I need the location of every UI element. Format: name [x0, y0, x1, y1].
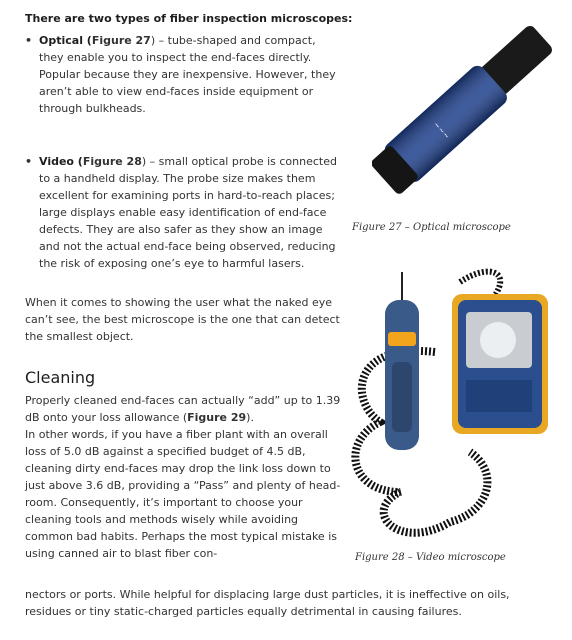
cleaning-paragraph-continued: nectors or ports. While helpful for displacing large dust particles, it is ineffective on oils, residues or tiny static-charged particles equally detrimental in causing failures.	[25, 588, 510, 618]
cleaning-paragraph	[25, 392, 345, 562]
bullet-dot: •	[25, 34, 33, 47]
video-figure-ref: Figure 28	[82, 155, 142, 168]
cleaning-text-1-end: ).	[246, 411, 254, 424]
intro-heading: There are two types of fiber inspection microscopes:	[25, 12, 353, 25]
figure-28-caption: Figure 28 – Video microscope	[355, 552, 506, 563]
bullet-dot: •	[25, 155, 33, 168]
figure-27-caption: Figure 27 – Optical microscope	[352, 222, 511, 233]
cleaning-heading: Cleaning	[25, 368, 96, 387]
video-microscope-image	[340, 262, 560, 542]
optical-description: ) – tube-shaped and compact, they enable you to inspect the end-faces directly. Popular because they are inexpensive. However, they aren’t able to view end-faces inside equipment or through bulkheads.	[39, 34, 336, 115]
bullet-video	[25, 153, 340, 272]
cleaning-text-1: Properly cleaned end-faces can actually “add” up to 1.39 dB onto your loss allowance (	[25, 394, 341, 424]
optical-figure-ref: Figure 27	[91, 34, 151, 47]
video-description: ) – small optical probe is connected to a handheld display. The probe size makes them excellent for examining ports in hard-to-reach places; large displays enable easy identification of end-face defects. They are also safer as they show an image and not the actual end-face being observed, reducing the risk of exposing one’s eye to harmful lasers.	[39, 155, 337, 270]
cleaning-figure-ref: Figure 29	[187, 411, 247, 424]
optical-microscope-logo: ~~~	[431, 119, 452, 141]
video-term: Video (	[39, 155, 83, 168]
bullet-optical	[25, 32, 340, 117]
optical-microscope-image	[372, 12, 552, 212]
cleaning-text-2: In other words, if you have a fiber plant with an overall loss of 5.0 dB against a specified budget of 4.5 dB, cleaning dirty end-faces may drop the link loss down to just above 3.6 dB, providing a “Pass” and plenty of head-room. Consequently, it’s important to choose your cleaning tools and methods wisely while avoiding common bad habits. Perhaps the most typical mistake is using canned air to blast fiber con-	[25, 428, 341, 560]
optical-term: Optical (	[39, 34, 92, 47]
naked-eye-paragraph: When it comes to showing the user what the naked eye can’t see, the best microscope is the one that can detect the smallest object.	[25, 296, 340, 343]
